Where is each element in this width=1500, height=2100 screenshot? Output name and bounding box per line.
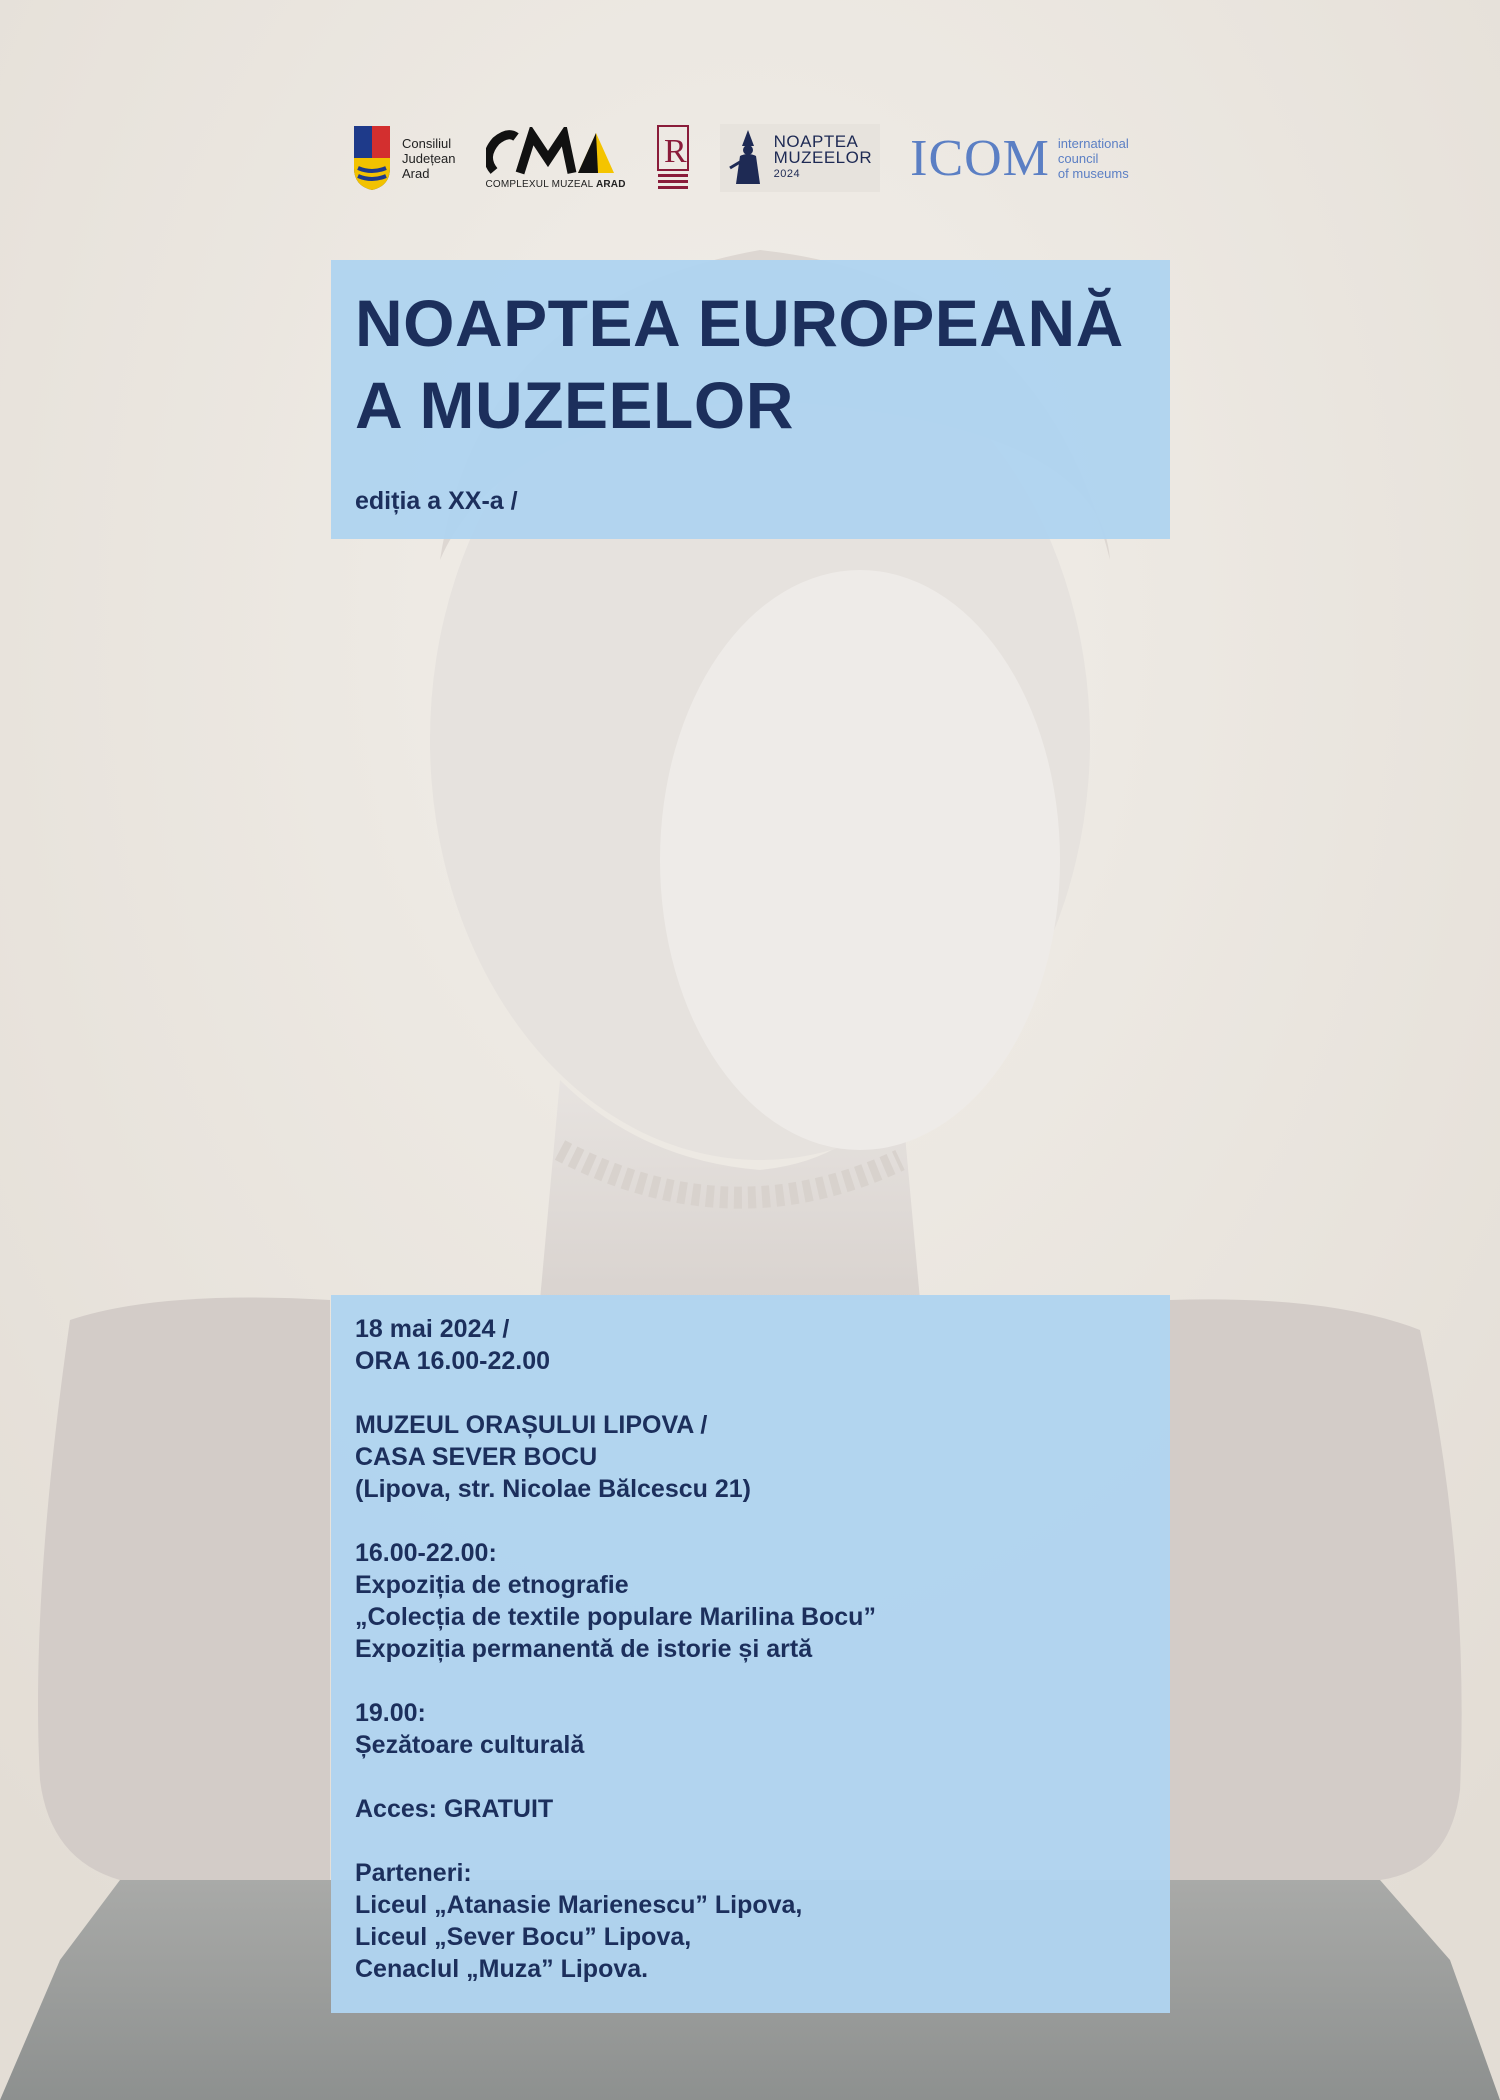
page-title bbox=[355, 282, 1155, 446]
cma-logo bbox=[486, 127, 626, 190]
icom-line-3: of museums bbox=[1057, 165, 1129, 181]
retea-mark-icon bbox=[656, 124, 690, 192]
noaptea-line-1: NOAPTEA bbox=[773, 132, 859, 151]
noaptea-muzeelor-logo bbox=[720, 124, 880, 192]
cja-logo bbox=[352, 124, 456, 192]
cja-coat-of-arms-icon bbox=[352, 124, 392, 192]
noaptea-year: 2024 bbox=[773, 168, 801, 180]
title-line-2: A MUZEELOR bbox=[355, 368, 794, 442]
event-hours: ORA 16.00-22.00 bbox=[355, 1347, 551, 1375]
icom-line-1: international bbox=[1057, 135, 1129, 151]
cja-line-1: Consiliul bbox=[402, 135, 452, 151]
partners-label: Parteneri: bbox=[355, 1859, 472, 1887]
svg-text:R: R bbox=[663, 133, 687, 170]
noaptea-line-2: MUZEELOR bbox=[773, 148, 873, 167]
cma-subtitle: COMPLEXUL MUZEAL ARAD bbox=[485, 178, 626, 190]
slot-1-time: 16.00-22.00: bbox=[355, 1539, 497, 1567]
partner-1: Liceul „Atanasie Marienescu” Lipova, bbox=[355, 1891, 803, 1919]
event-info-panel bbox=[331, 1295, 1170, 2013]
event-date: 18 mai 2024 / bbox=[355, 1315, 510, 1343]
partner-3: Cenaclul „Muza” Lipova. bbox=[355, 1955, 649, 1983]
venue-address: (Lipova, str. Nicolae Bălcescu 21) bbox=[355, 1475, 751, 1503]
cja-line-3: Arad bbox=[402, 165, 430, 181]
venue-line-1: MUZEUL ORAȘULUI LIPOVA / bbox=[355, 1411, 708, 1439]
partner-2: Liceul „Sever Bocu” Lipova, bbox=[355, 1923, 692, 1951]
slot-2-item-1: Șezătoare culturală bbox=[355, 1731, 585, 1759]
icom-wordmark: ICOM bbox=[910, 129, 1050, 187]
access-info: Acces: GRATUIT bbox=[355, 1795, 554, 1823]
slot-1-item-1: Expoziția de etnografie bbox=[355, 1571, 629, 1599]
cma-logo-mark-icon bbox=[486, 127, 618, 179]
title-panel bbox=[331, 260, 1170, 539]
title-line-1: NOAPTEA EUROPEANĂ bbox=[355, 286, 1124, 360]
retea-logo bbox=[656, 124, 690, 192]
slot-1-item-3: Expoziția permanentă de istorie și artă bbox=[355, 1635, 813, 1663]
slot-2-time: 19.00: bbox=[355, 1699, 426, 1727]
edition-label: ediția a XX-a / bbox=[355, 487, 518, 515]
logo-strip bbox=[352, 118, 1152, 198]
slot-1-item-2: „Colecția de textile populare Marilina Bocu” bbox=[355, 1603, 876, 1631]
venue-line-2: CASA SEVER BOCU bbox=[355, 1443, 598, 1471]
cja-line-2: Județean bbox=[402, 150, 456, 166]
icom-line-2: council bbox=[1057, 150, 1099, 166]
night-figure-icon bbox=[728, 128, 768, 188]
icom-logo bbox=[910, 129, 1129, 188]
